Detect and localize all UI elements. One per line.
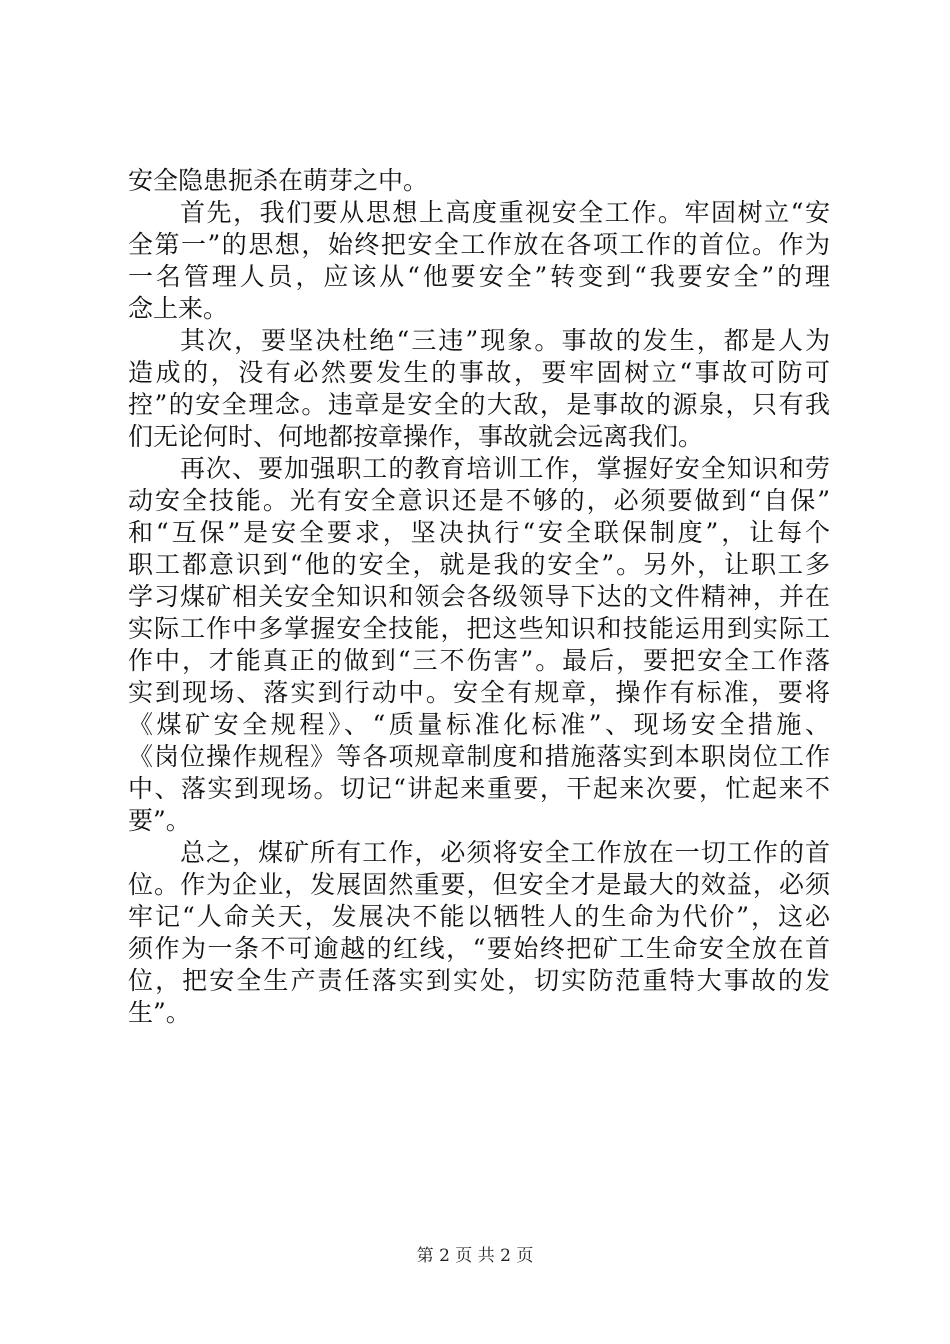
text-line: 实际工作中多掌握安全技能，把这些知识和技能运用到实际工 [128, 614, 830, 643]
paragraph-first-line: 首先，我们要从思想上高度重视安全工作。牢固树立“安 [180, 198, 830, 227]
text-line: 位，把安全生产责任落实到实处，切实防范重特大事故的发 [128, 966, 830, 995]
text-line: 牢记“人命关天，发展决不能以牺牲人的生命为代价”，这必 [128, 902, 830, 931]
text-line: 念上来。 [128, 294, 229, 323]
paragraph-first-line: 再次、要加强职工的教育培训工作，掌握好安全知识和劳 [180, 454, 830, 483]
text-line: 们无论何时、何地都按章操作，事故就会远离我们。 [128, 422, 704, 451]
text-line: 作中，才能真正的做到“三不伤害”。最后，要把安全工作落 [128, 646, 830, 675]
text-line: 中、落实到现场。切记“讲起来重要，干起来次要，忙起来不 [128, 774, 830, 803]
text-line: 《煤矿安全规程》、“质量标准化标准”、现场安全措施、 [128, 710, 830, 739]
page-number-footer: 第 2 页 共 2 页 [416, 1246, 534, 1266]
text-line: 实到现场、落实到行动中。安全有规章，操作有标准，要将 [128, 678, 830, 707]
text-line: 要”。 [128, 806, 191, 835]
text-line: 全第一”的思想，始终把安全工作放在各项工作的首位。作为 [128, 230, 830, 259]
text-line: 造成的，没有必然要发生的事故，要牢固树立“事故可防可 [128, 358, 830, 387]
text-line: 和“互保”是安全要求，坚决执行“安全联保制度”，让每个 [128, 518, 830, 547]
text-line: 《岗位操作规程》等各项规章制度和措施落实到本职岗位工作 [128, 742, 830, 771]
document-body [128, 165, 830, 1029]
paragraph-first-line: 总之，煤矿所有工作，必须将安全工作放在一切工作的首 [180, 838, 830, 867]
text-line: 职工都意识到“他的安全，就是我的安全”。另外，让职工多 [128, 550, 830, 579]
text-line: 位。作为企业，发展固然重要，但安全才是最大的效益，必须 [128, 870, 830, 899]
text-line: 生”。 [128, 998, 191, 1027]
text-line: 须作为一条不可逾越的红线，“要始终把矿工生命安全放在首 [128, 934, 830, 963]
text-line: 学习煤矿相关安全知识和领会各级领导下达的文件精神，并在 [128, 582, 830, 611]
text-line: 动安全技能。光有安全意识还是不够的，必须要做到“自保” [128, 486, 830, 515]
text-line: 一名管理人员，应该从“他要安全”转变到“我要安全”的理 [128, 262, 830, 291]
text-line: 控”的安全理念。违章是安全的大敌，是事故的源泉，只有我 [128, 390, 830, 419]
text-line: 安全隐患扼杀在萌芽之中。 [128, 166, 429, 195]
paragraph-first-line: 其次，要坚决杜绝“三违”现象。事故的发生，都是人为 [180, 326, 830, 355]
